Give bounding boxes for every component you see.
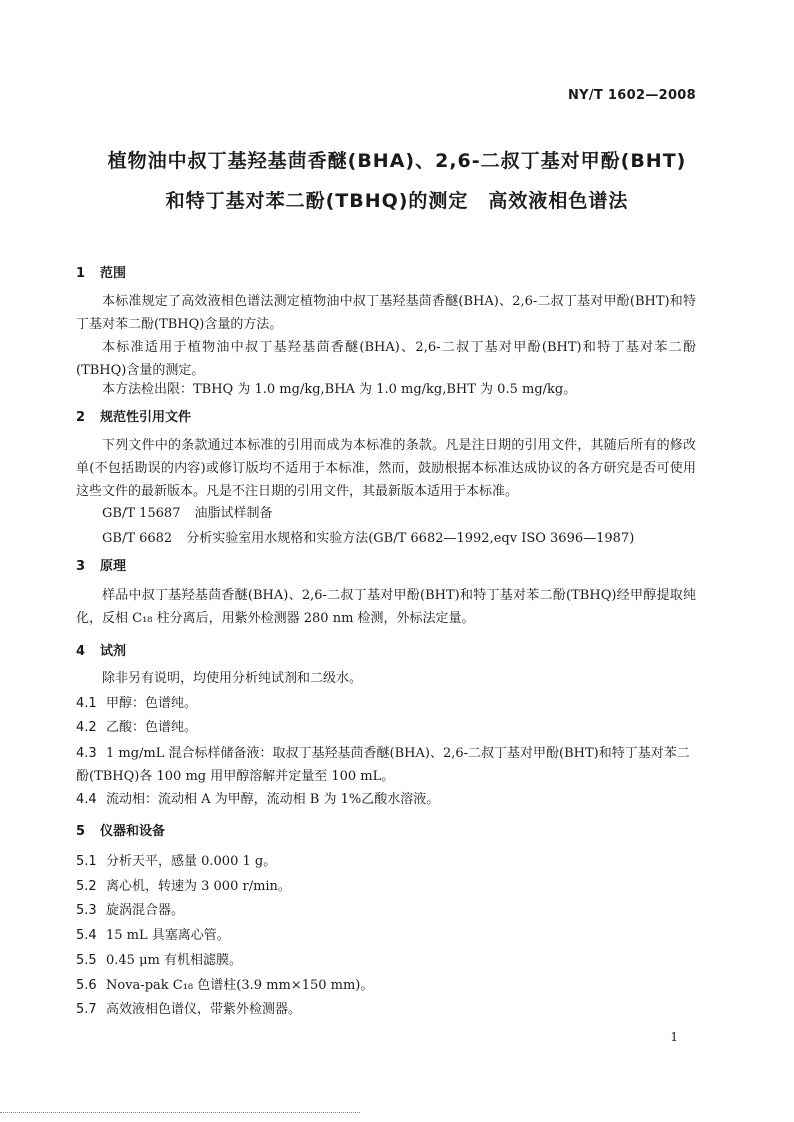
equipment-item bbox=[76, 850, 696, 873]
equipment-item bbox=[76, 998, 696, 1021]
section-title: 原理 bbox=[100, 559, 127, 574]
document-title-line-2: 和特丁基对苯二酚(TBHQ)的测定 高效液相色谱法 bbox=[165, 190, 629, 212]
section-heading-normative-references bbox=[76, 406, 191, 425]
item-text: 乙酸：色谱纯。 bbox=[106, 720, 198, 735]
item-number: 4.1 bbox=[76, 696, 97, 711]
equipment-item bbox=[76, 924, 696, 947]
item-number: 4.3 bbox=[76, 746, 97, 761]
reference-item bbox=[102, 502, 273, 525]
equipment-item bbox=[76, 875, 696, 898]
reference-title: 油脂试样制备 bbox=[194, 506, 273, 521]
item-number: 4.2 bbox=[76, 720, 97, 735]
section-number: 5 bbox=[76, 824, 86, 839]
section-number: 3 bbox=[76, 559, 86, 574]
reference-title: 分析实验室用水规格和实验方法(GB/T 6682—1992,eqv ISO 3696—1987) bbox=[186, 531, 635, 546]
reference-code: GB/T 6682 bbox=[102, 531, 173, 546]
reagent-intro: 除非另有说明，均使用分析纯试剂和二级水。 bbox=[102, 671, 363, 686]
reagent-item bbox=[76, 788, 696, 811]
reagent-item bbox=[76, 716, 696, 739]
section-number: 4 bbox=[76, 644, 86, 659]
equipment-item bbox=[76, 949, 696, 972]
item-number: 5.1 bbox=[76, 854, 97, 869]
section-number: 1 bbox=[76, 266, 86, 281]
equipment-item bbox=[76, 899, 696, 922]
item-text: 0.45 μm 有机相滤膜。 bbox=[106, 953, 242, 968]
section-title: 仪器和设备 bbox=[100, 824, 166, 839]
section-title: 规范性引用文件 bbox=[100, 410, 192, 425]
item-number: 5.5 bbox=[76, 953, 97, 968]
item-number: 5.6 bbox=[76, 978, 97, 993]
item-number: 5.3 bbox=[76, 903, 97, 918]
scope-paragraph-3: 本方法检出限：TBHQ 为 1.0 mg/kg,BHA 为 1.0 mg/kg,BHT 为 0.5 mg/kg。 bbox=[102, 382, 577, 397]
scope-paragraph-2: 本标准适用于植物油中叔丁基羟基茴香醚(BHA)、2,6-二叔丁基对甲酚(BHT)和特丁基对苯二酚(TBHQ)含量的测定。 bbox=[76, 340, 696, 378]
normative-paragraph: 下列文件中的条款通过本标准的引用而成为本标准的条款。凡是注日期的引用文件，其随后所有的修改单(不包括勘误的内容)或修订版均不适用于本标准，然而，鼓励根据本标准达成协议的各方研究是否可使用这些文件的最新版本。凡是不注日期的引用文件，其最新版本适用于本标准。 bbox=[76, 438, 696, 499]
standard-code: NY/T 1602—2008 bbox=[568, 88, 696, 103]
item-text: 15 mL 具塞离心管。 bbox=[106, 928, 230, 943]
item-text: 离心机，转速为 3 000 r/min。 bbox=[106, 879, 291, 894]
reagent-item bbox=[76, 742, 696, 788]
item-text: 高效液相色谱仪，带紫外检测器。 bbox=[106, 1002, 302, 1017]
section-title: 范围 bbox=[100, 266, 127, 281]
section-heading-reagents bbox=[76, 640, 126, 659]
section-number: 2 bbox=[76, 410, 86, 425]
footer-rule bbox=[0, 1112, 360, 1113]
item-text: 分析天平，感量 0.000 1 g。 bbox=[106, 854, 277, 869]
item-text: 流动相：流动相 A 为甲醇，流动相 B 为 1%乙酸水溶液。 bbox=[106, 792, 440, 807]
reference-code: GB/T 15687 bbox=[102, 506, 181, 521]
item-text: 1 mg/mL 混合标样储备液：取叔丁基羟基茴香醚(BHA)、2,6-二叔丁基对甲酚(BHT)和特丁基对苯二酚(TBHQ)各 100 mg 用甲醇溶解并定量至 100 mL。 bbox=[76, 746, 690, 784]
item-number: 5.4 bbox=[76, 928, 97, 943]
section-heading-principle bbox=[76, 555, 126, 574]
item-text: 甲醇：色谱纯。 bbox=[106, 696, 198, 711]
reference-item bbox=[102, 527, 634, 550]
equipment-item bbox=[76, 974, 696, 997]
reagent-item bbox=[76, 692, 696, 715]
section-title: 试剂 bbox=[100, 644, 127, 659]
principle-paragraph: 样品中叔丁基羟基茴香醚(BHA)、2,6-二叔丁基对甲酚(BHT)和特丁基对苯二酚(TBHQ)经甲醇提取纯化，反相 C₁₈ 柱分离后，用紫外检测器 280 nm 检测，外标法定量。 bbox=[76, 588, 696, 626]
item-number: 5.2 bbox=[76, 879, 97, 894]
page-number: 1 bbox=[670, 1030, 678, 1044]
item-number: 5.7 bbox=[76, 1002, 97, 1017]
document-title-line-1: 植物油中叔丁基羟基茴香醚(BHA)、2,6-二叔丁基对甲酚(BHT) bbox=[107, 150, 687, 172]
item-text: Nova-pak C₁₈ 色谱柱(3.9 mm×150 mm)。 bbox=[106, 978, 374, 993]
section-heading-equipment bbox=[76, 820, 165, 839]
scope-paragraph-1: 本标准规定了高效液相色谱法测定植物油中叔丁基羟基茴香醚(BHA)、2,6-二叔丁基对甲酚(BHT)和特丁基对苯二酚(TBHQ)含量的方法。 bbox=[76, 294, 696, 332]
section-heading-scope bbox=[76, 262, 126, 281]
item-text: 旋涡混合器。 bbox=[106, 903, 185, 918]
item-number: 4.4 bbox=[76, 792, 97, 807]
